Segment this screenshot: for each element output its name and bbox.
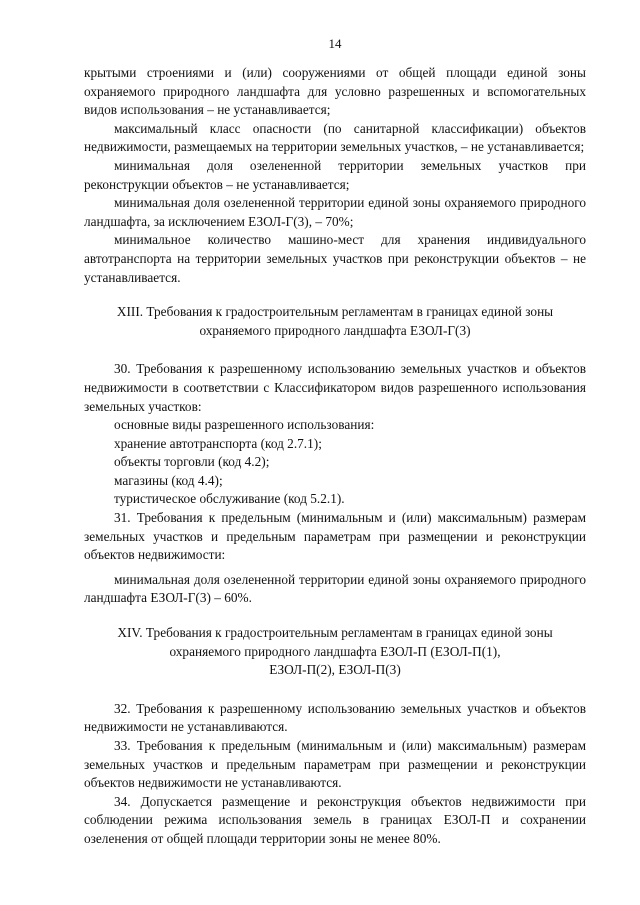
- list-item-trade-objects: объекты торговли (код 4.2);: [114, 454, 270, 470]
- section-14-heading-line-3: ЕЗОЛ-П(2), ЕЗОЛ-П(3): [269, 662, 401, 678]
- list-item-vehicle-storage: хранение автотранспорта (код 2.7.1);: [114, 435, 322, 451]
- section-13-heading-line-1: XIII. Требования к градостроительным регламентам в границах единой зоны: [116, 304, 554, 320]
- list-item-shops: магазины (код 4.4);: [114, 472, 223, 488]
- page-number: 14: [328, 36, 342, 51]
- document-page: [84, 36, 586, 849]
- section-14-heading-line-1: XIV. Требования к градостроительным регламентам в границах единой зоны: [117, 625, 553, 641]
- paragraph-30: 30. Требования к разрешенному использованию земельных участков и объектов недвижимости в соответствии с Классификатором видов разрешенного использования земельных участков:: [84, 361, 586, 414]
- paragraph-34: 34. Допускается размещение и реконструкция объектов недвижимости при соблюдении режима использования земель в границах ЕЗОЛ-П и сохранении озеленения от общей площади территории зоны не менее 80%.: [84, 793, 586, 846]
- intro-paragraph-1: крытыми строениями и (или) сооружениями от общей площади единой зоны охраняемого природного ландшафта для условно разрешенных и вспомогательных видов использования – не устанавливается;: [84, 65, 586, 118]
- list-item-tourist-service: туристическое обслуживание (код 5.2.1).: [114, 491, 345, 507]
- section-13-heading-line-2: охраняемого природного ландшафта ЕЗОЛ-Г(3): [199, 322, 471, 338]
- paragraph-31: 31. Требования к предельным (минимальным и (или) максимальным) размерам земельных участков и предельным параметрам при размещении и реконструкции объектов недвижимости:: [84, 510, 586, 563]
- paragraph-33: 33. Требования к предельным (минимальным и (или) максимальным) размерам земельных участков и предельным параметрам при размещении и реконструкции объектов недвижимости не устанавливаются.: [84, 738, 586, 791]
- intro-paragraph-2: максимальный класс опасности (по санитарной классификации) объектов недвижимости, размещаемых на территории земельных участков, – не устанавливается;: [84, 120, 586, 155]
- section-13-heading: [84, 303, 586, 340]
- list-item-main-uses: основные виды разрешенного использования:: [114, 417, 375, 433]
- intro-paragraph-5: минимальное количество машино-мест для хранения индивидуального автотранспорта на территории земельных участков при реконструкции объектов – не устанавливается.: [84, 232, 586, 285]
- section-14-heading-line-2: охраняемого природного ландшафта ЕЗОЛ-П (ЕЗОЛ-П(1),: [169, 643, 501, 659]
- intro-paragraph-4: минимальная доля озелененной территории единой зоны охраняемого природного ландшафта, за исключением ЕЗОЛ-Г(3), – 70%;: [84, 195, 586, 229]
- paragraph-32: 32. Требования к разрешенному использованию земельных участков и объектов недвижимости не устанавливаются.: [84, 700, 586, 735]
- intro-paragraph-3: минимальная доля озелененной территории земельных участков при реконструкции объектов – не устанавливается;: [84, 157, 586, 192]
- paragraph-31-item: минимальная доля озелененной территории единой зоны охраняемого природного ландшафта ЕЗОЛ-Г(3) – 60%.: [84, 571, 586, 606]
- section-14-heading: [84, 624, 586, 680]
